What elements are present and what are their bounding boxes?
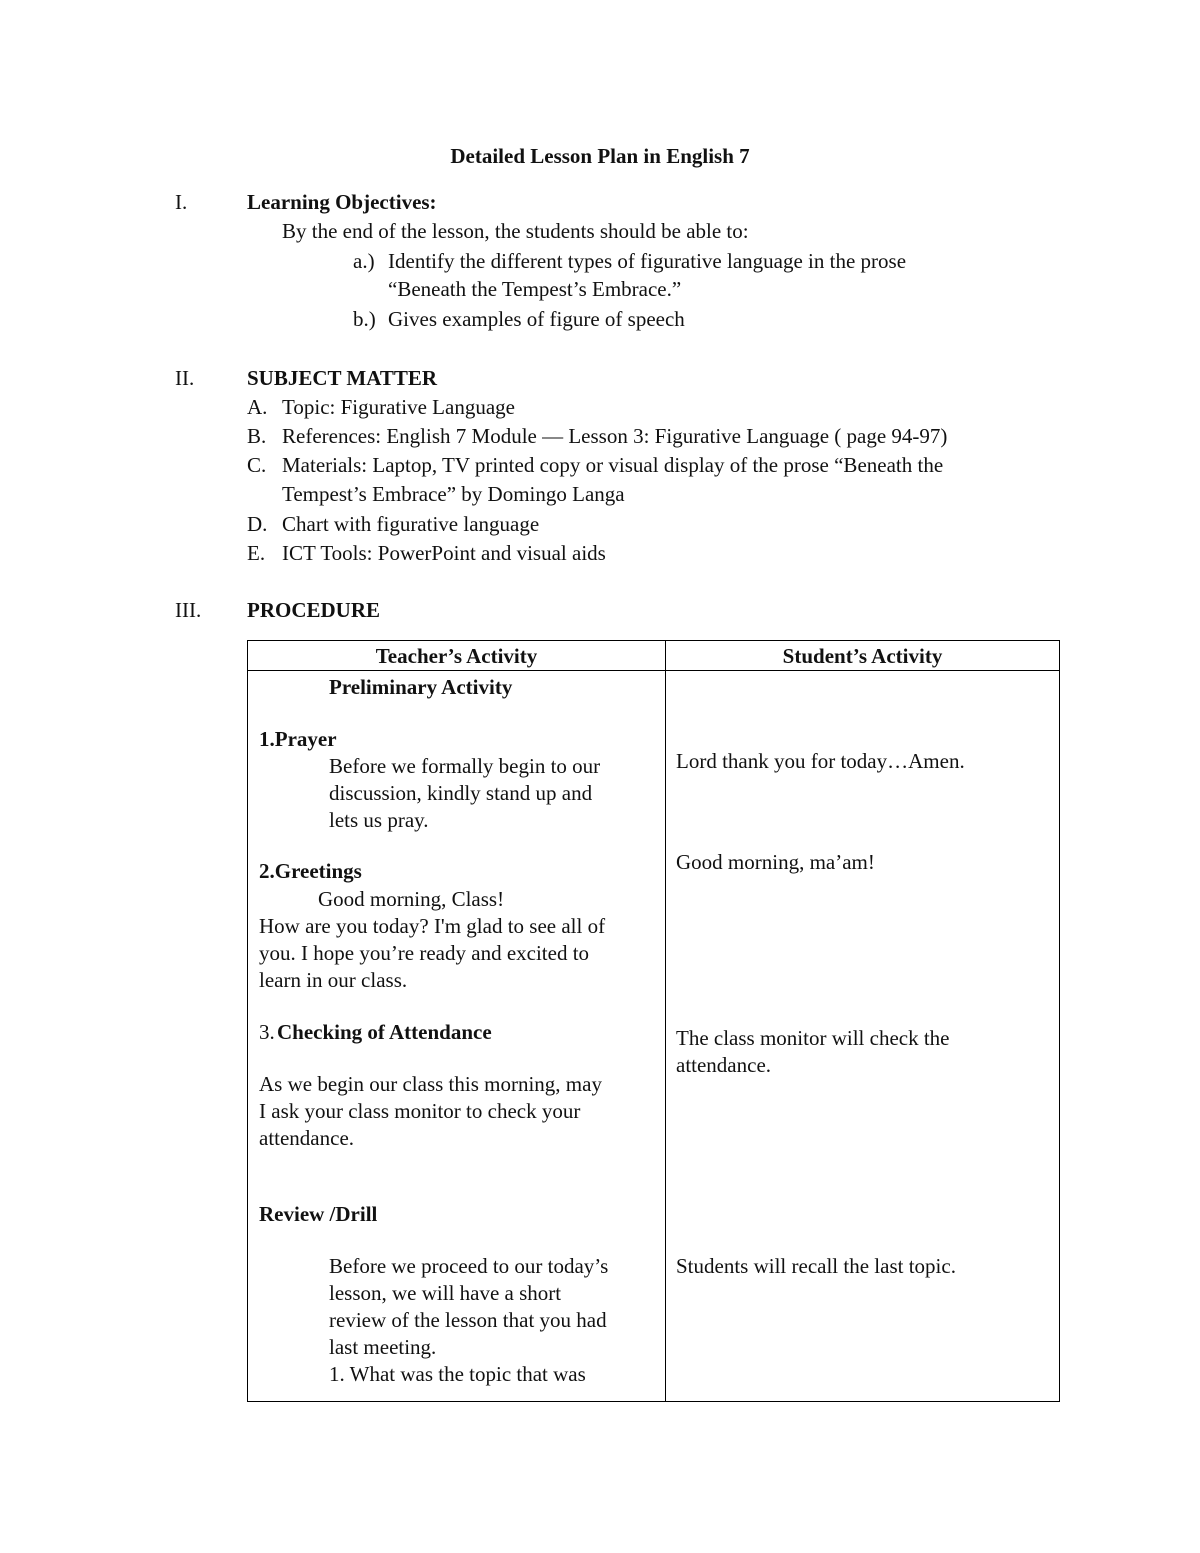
teacher-text: last meeting. bbox=[329, 1335, 437, 1359]
student-text: attendance. bbox=[676, 1053, 772, 1077]
teacher-text: Good morning, Class! bbox=[318, 887, 505, 911]
list-marker: C. bbox=[247, 453, 267, 477]
student-text: Good morning, ma’am! bbox=[676, 850, 875, 874]
teacher-text: 1. What was the topic that was bbox=[329, 1362, 586, 1386]
list-marker: A. bbox=[247, 395, 268, 419]
student-text: The class monitor will check the bbox=[676, 1026, 950, 1050]
column-header-student: Student’s Activity bbox=[666, 641, 1060, 671]
attendance-number: 3. bbox=[259, 1020, 275, 1044]
section-heading-objectives: Learning Objectives: bbox=[247, 190, 437, 214]
column-header-teacher: Teacher’s Activity bbox=[248, 641, 666, 671]
teacher-text: learn in our class. bbox=[259, 968, 408, 992]
preliminary-heading: Preliminary Activity bbox=[329, 675, 513, 699]
objective-item-cont: “Beneath the Tempest’s Embrace.” bbox=[388, 277, 682, 301]
list-marker: E. bbox=[247, 541, 266, 565]
page-title: Detailed Lesson Plan in English 7 bbox=[450, 144, 750, 168]
student-text: Lord thank you for today…Amen. bbox=[676, 749, 965, 773]
teacher-text: I ask your class monitor to check your bbox=[259, 1099, 581, 1123]
teacher-text: lets us pray. bbox=[329, 808, 429, 832]
subject-item: Chart with figurative language bbox=[282, 512, 540, 536]
teacher-text: Before we formally begin to our bbox=[329, 754, 601, 778]
subject-item: References: English 7 Module — Lesson 3: Figurative Language ( page 94-97) bbox=[282, 424, 948, 448]
section-heading-subject-matter: SUBJECT MATTER bbox=[247, 366, 438, 390]
table-row bbox=[248, 671, 1060, 1402]
list-marker: D. bbox=[247, 512, 268, 536]
table-header-row bbox=[248, 641, 1060, 671]
subject-item: ICT Tools: PowerPoint and visual aids bbox=[282, 541, 606, 565]
section-numeral: II. bbox=[175, 366, 195, 390]
subject-item-cont: Tempest’s Embrace” by Domingo Langa bbox=[282, 482, 625, 506]
list-marker: a.) bbox=[353, 249, 375, 273]
section-heading-procedure: PROCEDURE bbox=[247, 598, 381, 622]
section-numeral: III. bbox=[175, 598, 202, 622]
student-text: Students will recall the last topic. bbox=[676, 1254, 956, 1278]
teacher-text: Before we proceed to our today’s bbox=[329, 1254, 609, 1278]
attendance-heading: Checking of Attendance bbox=[277, 1020, 492, 1044]
student-activity-cell bbox=[666, 671, 1060, 1402]
teacher-text: As we begin our class this morning, may bbox=[259, 1072, 602, 1096]
list-marker: b.) bbox=[353, 307, 376, 331]
review-heading: Review /Drill bbox=[259, 1202, 378, 1226]
greetings-heading: 2.Greetings bbox=[259, 859, 362, 883]
teacher-text: How are you today? I'm glad to see all of bbox=[259, 914, 606, 938]
objective-item: Identify the different types of figurative language in the prose bbox=[388, 249, 907, 273]
teacher-text: you. I hope you’re ready and excited to bbox=[259, 941, 590, 965]
teacher-activity-cell bbox=[248, 671, 666, 1402]
objective-item: Gives examples of figure of speech bbox=[388, 307, 685, 331]
procedure-table bbox=[247, 640, 1060, 1402]
objectives-intro: By the end of the lesson, the students should be able to: bbox=[282, 219, 749, 243]
subject-item: Topic: Figurative Language bbox=[282, 395, 515, 419]
teacher-text: review of the lesson that you had bbox=[329, 1308, 607, 1332]
prayer-heading: 1.Prayer bbox=[259, 727, 337, 751]
subject-item: Materials: Laptop, TV printed copy or visual display of the prose “Beneath the bbox=[282, 453, 944, 477]
list-marker: B. bbox=[247, 424, 267, 448]
teacher-text: discussion, kindly stand up and bbox=[329, 781, 593, 805]
teacher-text: lesson, we will have a short bbox=[329, 1281, 562, 1305]
teacher-text: attendance. bbox=[259, 1126, 355, 1150]
section-numeral: I. bbox=[175, 190, 188, 214]
